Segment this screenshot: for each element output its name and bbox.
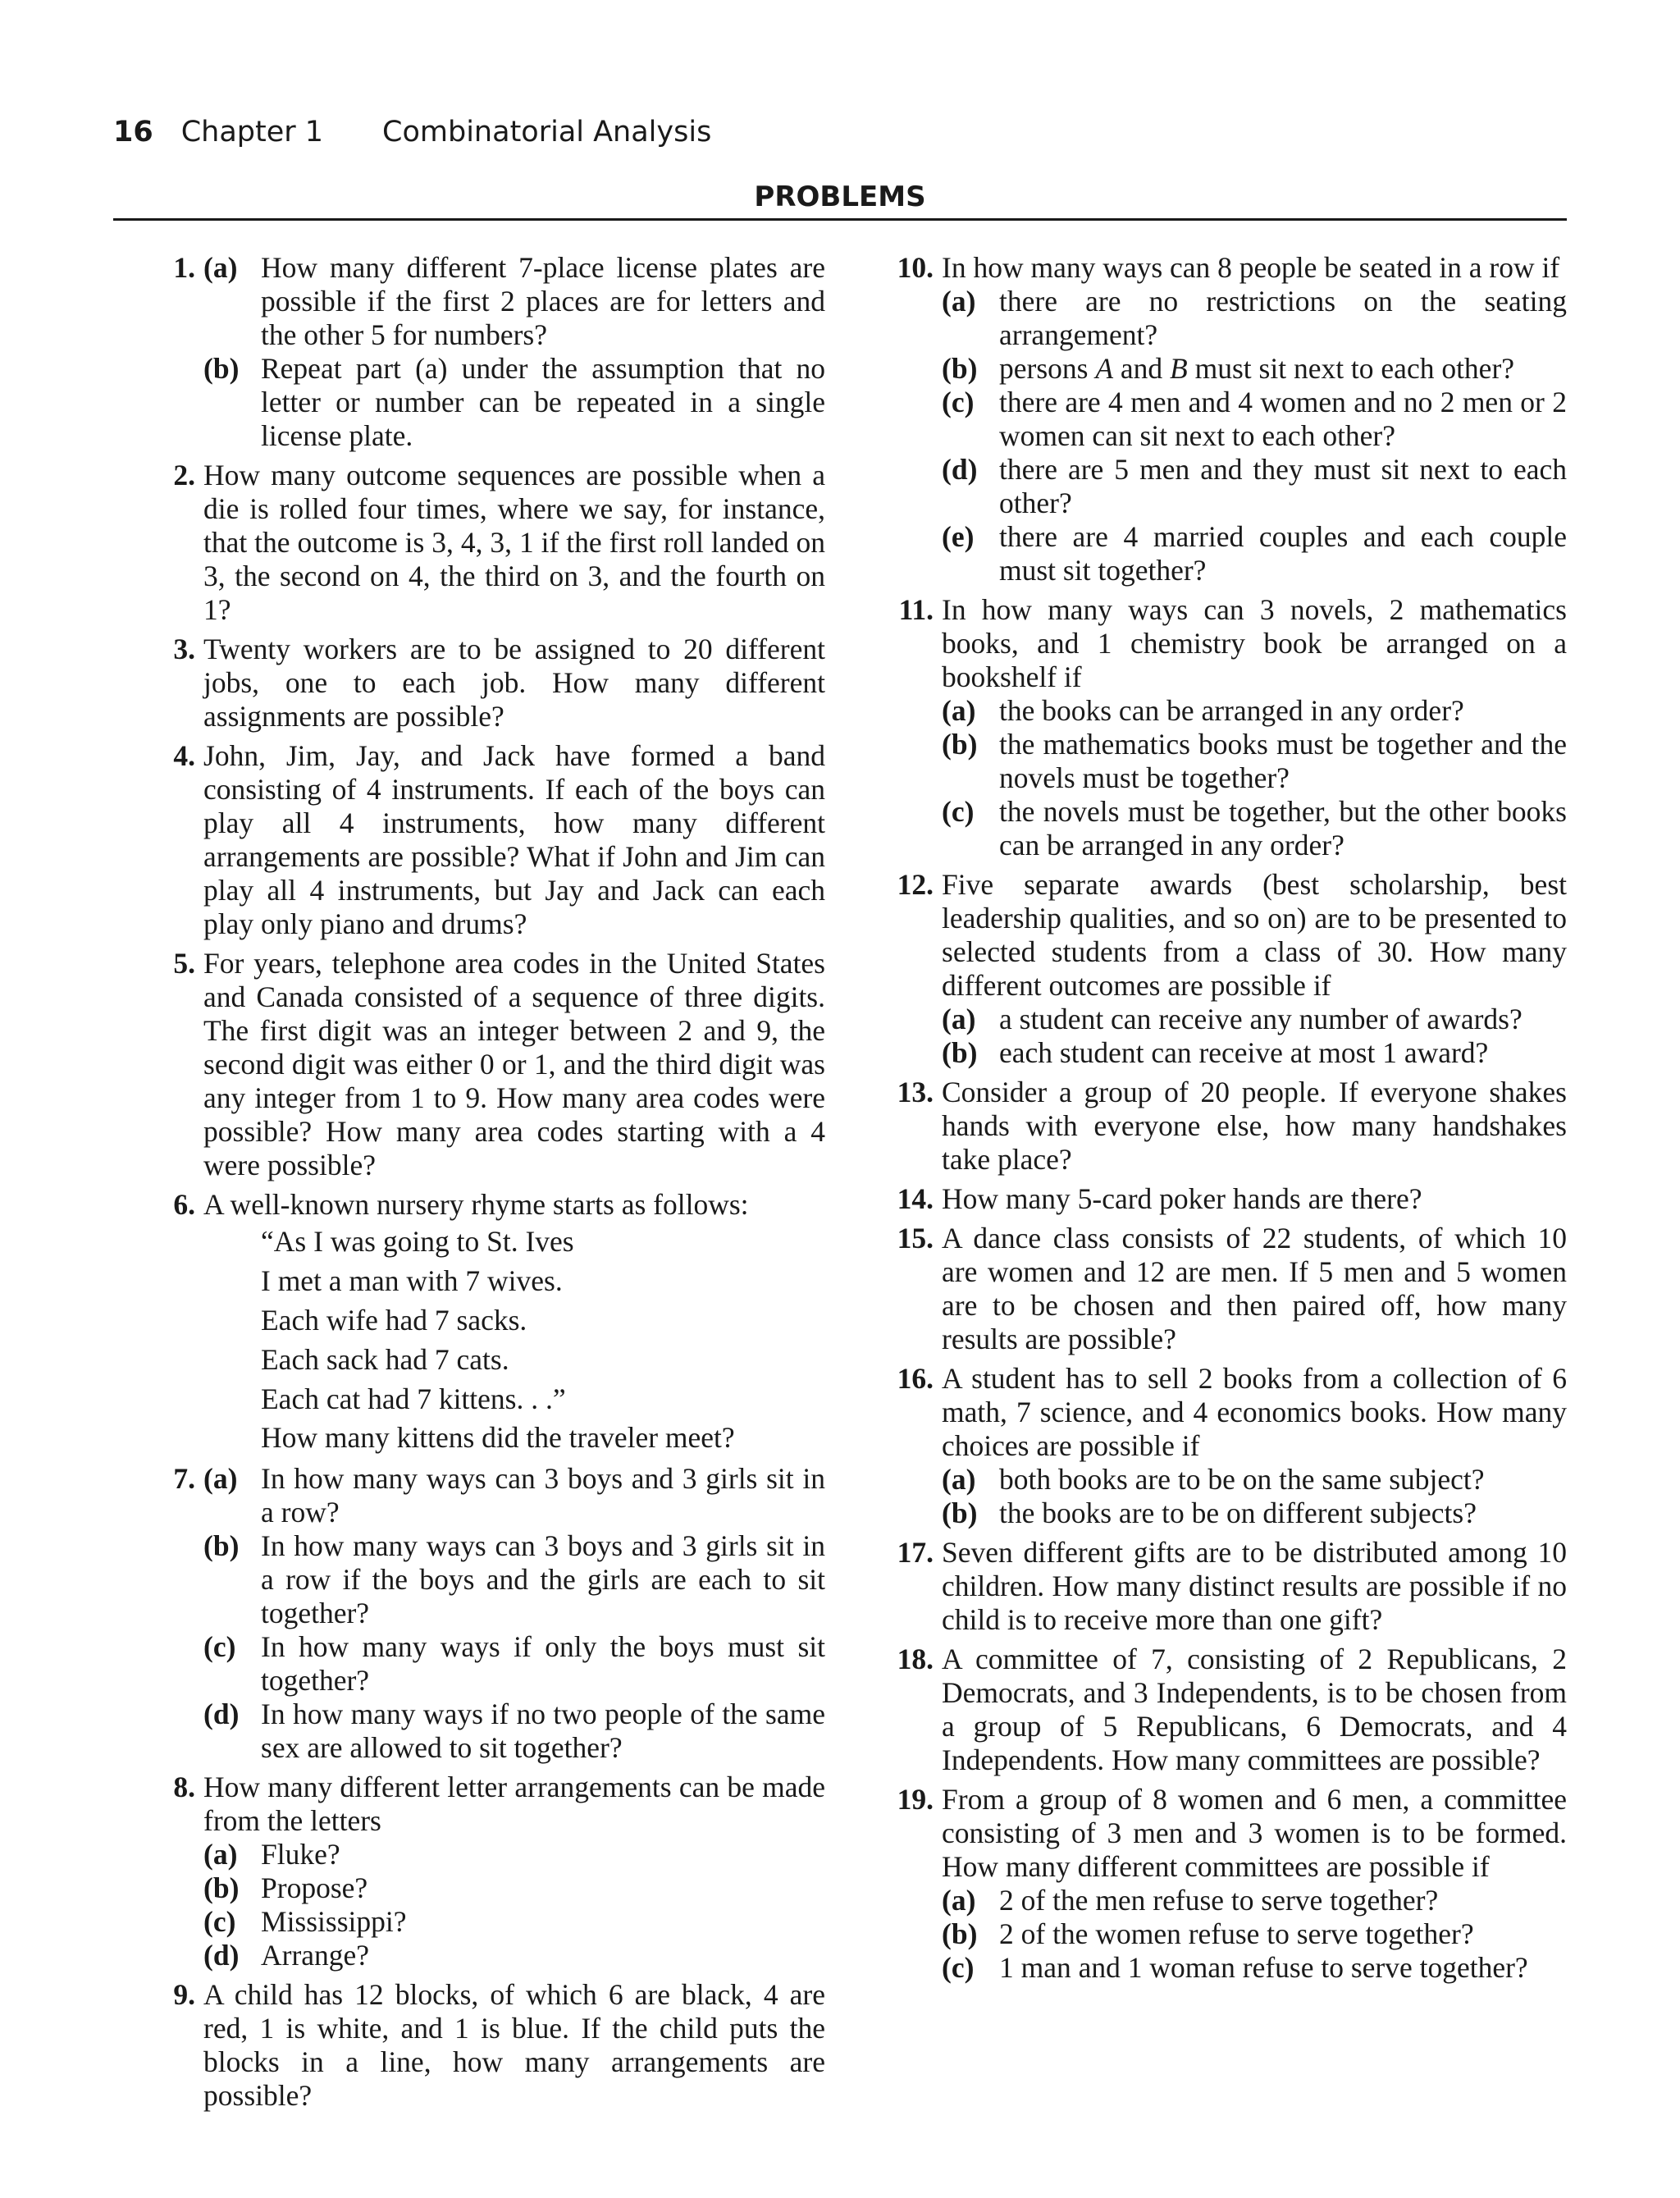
problem-text: Consider a group of 20 people. If everyone shakes hands with everyone else, how many handshakes take place? — [942, 1076, 1567, 1176]
part-text: In how many ways can 3 boys and 3 girls sit in a row if the boys and the girls are each to sit together? — [261, 1529, 825, 1629]
part-label: (c) — [203, 1905, 236, 1938]
problem-text: From a group of 8 women and 6 men, a committee consisting of 3 men and 3 women is to be formed. How many different committees are possible if — [942, 1783, 1567, 1883]
part-text — [999, 352, 1567, 386]
part-text: In how many ways if only the boys must sit together? — [261, 1630, 825, 1697]
problem-text: Twenty workers are to be assigned to 20 different jobs, one to each job. How many different assignments are possible? — [203, 633, 825, 733]
part-label: (b) — [203, 352, 240, 385]
part-label: (d) — [942, 453, 978, 486]
part-label: (b) — [942, 1497, 978, 1529]
problem-number: 18. — [897, 1643, 934, 1675]
part-text: the mathematics books must be together and the novels must be together? — [999, 728, 1567, 794]
problem-number: 5. — [173, 947, 195, 980]
problem-part — [942, 285, 1567, 352]
text-segment: persons — [999, 352, 1096, 385]
part-label: (c) — [203, 1630, 236, 1663]
text-segment: must sit next to each other? — [1187, 352, 1515, 385]
section-rule — [113, 218, 1567, 221]
problem-number: 9. — [173, 1978, 195, 2011]
problem-number: 4. — [173, 739, 195, 772]
problem-number: 7. — [173, 1462, 195, 1495]
right-column — [886, 251, 1567, 1990]
problem-text: How many different letter arrangements can be made from the letters — [203, 1771, 825, 1837]
problem-15 — [886, 1222, 1567, 1356]
problem-text: How many 5-card poker hands are there? — [942, 1182, 1422, 1215]
problem-number: 12. — [897, 868, 934, 901]
problem-text: A child has 12 blocks, of which 6 are black, 4 are red, 1 is white, and 1 is blue. If the child puts the blocks in a line, how many arrangements are possible? — [203, 1978, 825, 2112]
problem-part — [203, 1939, 825, 1972]
problem-part — [942, 1884, 1567, 1917]
problem-part — [942, 1917, 1567, 1951]
problem-number: 10. — [897, 251, 934, 284]
problem-number: 1. — [173, 251, 195, 284]
part-text: there are 5 men and they must sit next to each other? — [999, 453, 1567, 519]
rhyme-line: I met a man with 7 wives. — [261, 1264, 563, 1297]
problem-part — [203, 1630, 825, 1698]
problem-number: 13. — [897, 1076, 934, 1108]
problem-number: 3. — [173, 633, 195, 665]
part-label: (c) — [942, 795, 975, 828]
part-label: (a) — [942, 285, 976, 318]
problem-11 — [886, 593, 1567, 862]
part-text: In how many ways if no two people of the same sex are allowed to sit together? — [261, 1698, 825, 1764]
problem-part — [203, 1838, 825, 1871]
part-text: there are 4 men and 4 women and no 2 men or 2 women can sit next to each other? — [999, 386, 1567, 452]
problem-5 — [156, 947, 825, 1182]
variable-a: A — [1095, 352, 1114, 385]
problem-part — [203, 352, 825, 453]
part-label: (a) — [942, 694, 976, 727]
running-head — [113, 112, 711, 153]
part-label: (b) — [203, 1529, 240, 1562]
part-label: (b) — [203, 1871, 240, 1904]
part-text: Propose? — [261, 1871, 368, 1904]
problem-text: John, Jim, Jay, and Jack have formed a band consisting of 4 instruments. If each of the boys can play all 4 instruments, how many different arrangements are possible? What if John and Jim can play all 4 instruments, but Jay and Jack can each play only piano and drums? — [203, 739, 825, 940]
rhyme-line: Each sack had 7 cats. — [261, 1343, 509, 1376]
text-segment: and — [1113, 352, 1171, 385]
problem-part — [942, 386, 1567, 453]
problem-number: 14. — [897, 1182, 934, 1215]
problem-part — [203, 1905, 825, 1939]
problem-part — [203, 1698, 825, 1765]
problem-number: 2. — [173, 459, 195, 491]
chapter-label: Chapter 1 — [180, 116, 324, 149]
problem-number: 19. — [897, 1783, 934, 1816]
part-text: each student can receive at most 1 award? — [999, 1036, 1489, 1069]
part-text: there are 4 married couples and each couple must sit together? — [999, 520, 1567, 587]
part-label: (a) — [203, 1838, 238, 1871]
problem-18 — [886, 1643, 1567, 1777]
variable-b: B — [1170, 352, 1188, 385]
problem-part — [203, 1462, 825, 1529]
problem-text: A well-known nursery rhyme starts as follows: — [203, 1188, 749, 1221]
part-text: Fluke? — [261, 1838, 340, 1871]
problem-8 — [156, 1771, 825, 1972]
problem-13 — [886, 1076, 1567, 1177]
part-text: the novels must be together, but the other books can be arranged in any order? — [999, 795, 1567, 861]
problem-number: 11. — [898, 593, 934, 626]
part-text: the books can be arranged in any order? — [999, 694, 1464, 727]
problem-part — [942, 1951, 1567, 1985]
problem-4 — [156, 739, 825, 941]
problem-3 — [156, 633, 825, 733]
part-text: Arrange? — [261, 1939, 370, 1972]
problem-part — [942, 1463, 1567, 1497]
problem-part — [203, 1529, 825, 1630]
problem-part — [942, 1036, 1567, 1070]
part-label: (a) — [942, 1463, 976, 1496]
problem-part — [942, 352, 1567, 386]
problem-part — [942, 728, 1567, 795]
problem-16 — [886, 1362, 1567, 1530]
problem-7 — [156, 1462, 825, 1765]
problem-6 — [156, 1188, 825, 1456]
part-label: (d) — [203, 1698, 240, 1730]
rhyme-line: Each wife had 7 sacks. — [261, 1304, 527, 1337]
problem-part — [942, 1497, 1567, 1530]
problem-17 — [886, 1536, 1567, 1637]
part-text: 1 man and 1 woman refuse to serve together? — [999, 1951, 1528, 1984]
part-text: How many different 7-place license plates are possible if the first 2 places are for letters and the other 5 for numbers? — [261, 251, 825, 351]
part-label: (a) — [942, 1003, 976, 1035]
part-text: 2 of the women refuse to serve together? — [999, 1917, 1474, 1950]
problem-text: A dance class consists of 22 students, of which 10 are women and 12 are men. If 5 men and 5 women are to be chosen and then paired off, how many results are possible? — [942, 1222, 1567, 1355]
part-label: (a) — [203, 1462, 238, 1495]
part-label: (b) — [942, 1917, 978, 1950]
problem-text: For years, telephone area codes in the United States and Canada consisted of a sequence of three digits. The first digit was an integer between 2 and 9, the second digit was either 0 or 1, and the third digit was any integer from 1 to 9. How many area codes were possible? How many area codes starting with a 4 were possible? — [203, 947, 825, 1181]
part-text: the books are to be on different subjects? — [999, 1497, 1477, 1529]
problem-number: 6. — [173, 1188, 195, 1221]
part-text: both books are to be on the same subject? — [999, 1463, 1485, 1496]
problem-part — [942, 795, 1567, 862]
problem-text: How many outcome sequences are possible when a die is rolled four times, where we say, for instance, that the outcome is 3, 4, 3, 1 if the first roll landed on 3, the second on 4, the third on 3, and the fourth on 1? — [203, 459, 825, 626]
part-label: (c) — [942, 386, 975, 418]
problem-part — [942, 1003, 1567, 1036]
part-label: (b) — [942, 352, 978, 385]
rhyme-question: How many kittens did the traveler meet? — [261, 1421, 735, 1454]
rhyme-line: “As I was going to St. Ives — [261, 1225, 574, 1258]
problem-12 — [886, 868, 1567, 1070]
section-title: PROBLEMS — [754, 181, 926, 213]
problem-part — [203, 1871, 825, 1905]
problem-part — [942, 453, 1567, 520]
part-text: In how many ways can 3 boys and 3 girls sit in a row? — [261, 1462, 825, 1529]
part-label: (e) — [942, 520, 975, 553]
problem-14 — [886, 1182, 1567, 1216]
problem-2 — [156, 459, 825, 627]
part-text: Repeat part (a) under the assumption that no letter or number can be repeated in a single license plate. — [261, 352, 825, 452]
problem-text: Five separate awards (best scholarship, best leadership qualities, and so on) are to be presented to selected students from a class of 30. How many different outcomes are possible if — [942, 868, 1567, 1002]
problem-text: A student has to sell 2 books from a collection of 6 math, 7 science, and 4 economics books. How many choices are possible if — [942, 1362, 1567, 1462]
problem-number: 17. — [897, 1536, 934, 1569]
part-text: there are no restrictions on the seating arrangement? — [999, 285, 1567, 351]
part-text: 2 of the men refuse to serve together? — [999, 1884, 1439, 1917]
problem-text: A committee of 7, consisting of 2 Republicans, 2 Democrats, and 3 Independents, is to be chosen from a group of 5 Republicans, 6 Democrats, and 4 Independents. How many committees are possible? — [942, 1643, 1567, 1776]
problem-number: 8. — [173, 1771, 195, 1803]
problem-19 — [886, 1783, 1567, 1985]
problem-text: Seven different gifts are to be distributed among 10 children. How many distinct results are possible if no child is to receive more than one gift? — [942, 1536, 1567, 1636]
problem-part — [942, 520, 1567, 587]
part-label: (c) — [942, 1951, 975, 1984]
problem-10 — [886, 251, 1567, 587]
rhyme-line: Each cat had 7 kittens. . .” — [261, 1382, 566, 1415]
part-label: (b) — [942, 728, 978, 761]
page-number: 16 — [113, 116, 153, 149]
problem-9 — [156, 1978, 825, 2113]
chapter-title: Combinatorial Analysis — [382, 116, 712, 149]
part-label: (a) — [203, 251, 238, 284]
problem-part — [942, 694, 1567, 728]
problem-text: In how many ways can 3 novels, 2 mathematics books, and 1 chemistry book be arranged on a bookshelf if — [942, 593, 1567, 693]
problem-number: 16. — [897, 1362, 934, 1395]
left-column — [156, 251, 825, 2118]
part-label: (b) — [942, 1036, 978, 1069]
part-label: (d) — [203, 1939, 240, 1972]
problem-text: In how many ways can 8 people be seated in a row if — [942, 251, 1560, 284]
nursery-rhyme — [203, 1222, 825, 1456]
problem-1 — [156, 251, 825, 453]
part-label: (a) — [942, 1884, 976, 1917]
problem-part — [203, 251, 825, 352]
part-text: a student can receive any number of awards? — [999, 1003, 1522, 1035]
problem-number: 15. — [897, 1222, 934, 1254]
part-text: Mississippi? — [261, 1905, 407, 1938]
